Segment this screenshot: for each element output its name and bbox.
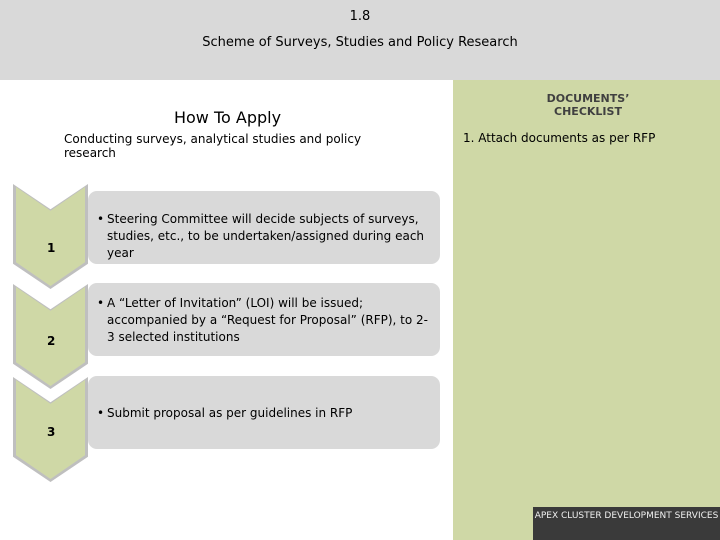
step-3-text: Submit proposal as per guidelines in RFP: [107, 406, 353, 420]
step-2-number: 2: [47, 334, 56, 348]
bullet-icon: •: [97, 406, 105, 420]
bullet-icon: •: [97, 296, 105, 310]
page-title: Scheme of Surveys, Studies and Policy Research: [202, 35, 518, 50]
header-banner: [0, 0, 720, 80]
step-2-text: A “Letter of Invitation” (LOI) will be issued; accompanied by a “Request for Proposal” (RFP), to 2-3 selected institutions: [107, 296, 428, 344]
step-1-text: Steering Committee will decide subjects of surveys, studies, etc., to be undertaken/assigned during each year: [107, 212, 425, 260]
step-1-chevron: [13, 184, 88, 289]
footer-brand: APEX CLUSTER DEVELOPMENT SERVICES: [533, 507, 720, 540]
how-to-apply-heading: How To Apply: [173, 108, 282, 127]
step-2-box: [88, 283, 440, 356]
checklist-title: DOCUMENTS’ CHECKLIST: [546, 92, 630, 118]
step-3-text-block: [97, 405, 432, 422]
how-to-apply-subtitle: Conducting surveys, analytical studies and policy research: [64, 132, 362, 160]
step-3-number: 3: [47, 425, 56, 439]
bullet-icon: •: [97, 212, 105, 226]
step-2-text-block: [97, 295, 432, 346]
step-1-number: 1: [47, 241, 56, 255]
step-1-box: [88, 191, 440, 264]
step-1-text-block: [97, 211, 432, 262]
checklist-item: 1. Attach documents as per RFP: [463, 131, 656, 145]
documents-checklist-panel: [453, 80, 720, 540]
step-3-box: [88, 376, 440, 449]
section-number: 1.8: [349, 9, 371, 24]
